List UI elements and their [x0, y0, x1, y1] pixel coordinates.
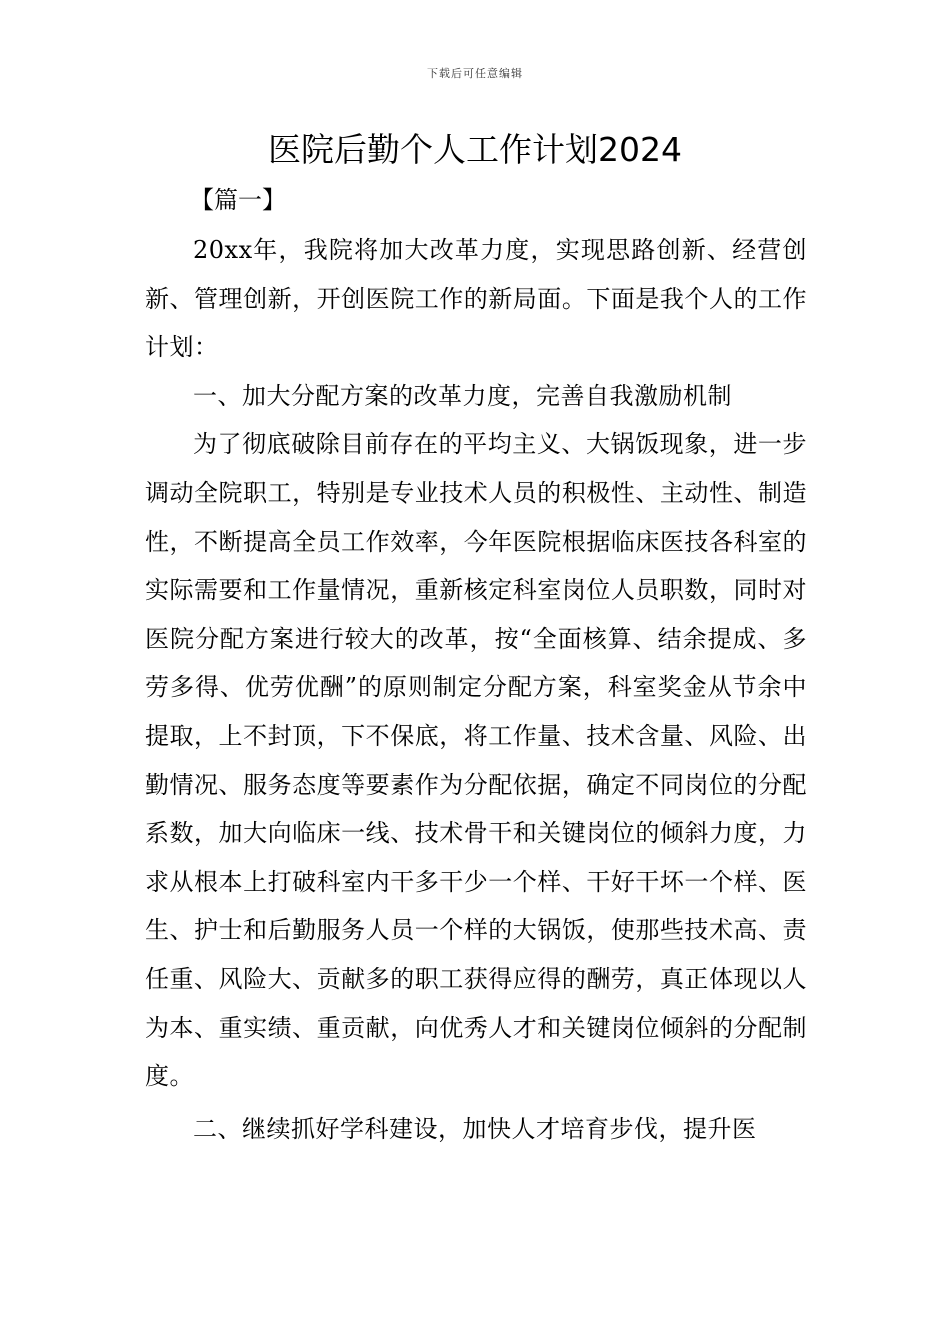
- section-tag: 【篇一】: [190, 186, 286, 214]
- paragraph-distribution-plan: 为了彻底破除目前存在的平均主义、大锅饭现象，进一步调动全院职工，特别是专业技术人员的积极性、主动性、制造性，不断提高全员工作效率，今年医院根据临床医技各科室的实际需要和工作量情况，重新核定科室岗位人员职数，同时对医院分配方案进行较大的改革，按“全面核算、结余提成、多劳多得、优劳优酬”的原则制定分配方案，科室奖金从节余中提取，上不封顶，下不保底，将工作量、技术含量、风险、出勤情况、服务态度等要素作为分配依据，确定不同岗位的分配系数，加大向临床一线、技术骨干和关键岗位的倾斜力度，力求从根本上打破科室内干多干少一个样、干好干坏一个样、医生、护士和后勤服务人员一个样的大锅饭，使那些技术高、责任重、风险大、贡献多的职工获得应得的酬劳，真正体现以人为本、重实绩、重贡献，向优秀人才和关键岗位倾斜的分配制度。: [145, 430, 807, 1091]
- document-title: 医院后勤个人工作计划2024: [268, 130, 682, 169]
- header-note: 下载后可任意编辑: [427, 67, 523, 80]
- paragraph-heading-1: 一、加大分配方案的改革力度，完善自我激励机制: [193, 381, 732, 410]
- document-body: [145, 226, 807, 1153]
- paragraph-intro: 20xx年，我院将加大改革力度，实现思路创新、经营创新、管理创新，开创医院工作的新局面。下面是我个人的工作计划：: [145, 236, 807, 362]
- paragraph-heading-2: 二、继续抓好学科建设，加快人才培育步伐，提升医: [193, 1114, 757, 1143]
